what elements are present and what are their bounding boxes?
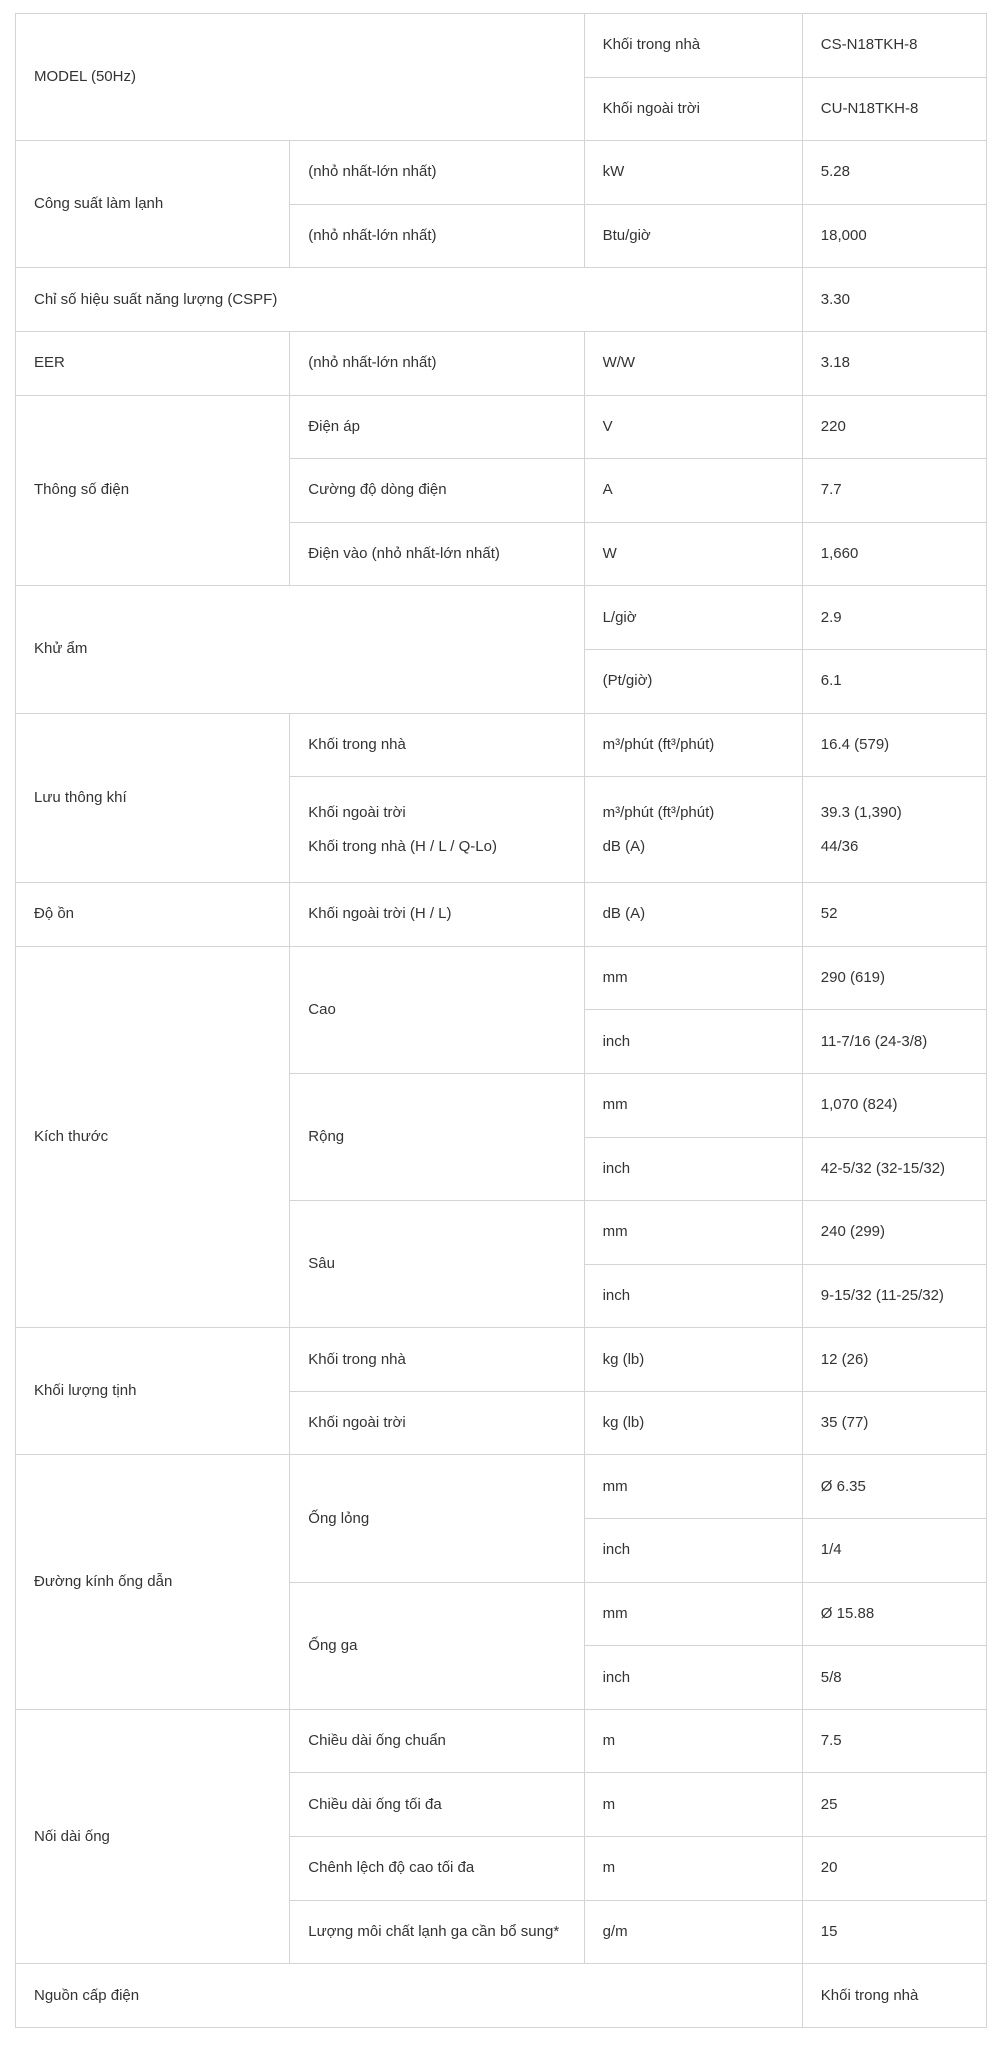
table-row [16,395,987,459]
cell-sub: Khối trong nhà [290,713,584,777]
cell-sub: Cường độ dòng điện [290,459,584,523]
row-label: Thông số điện [16,395,290,586]
cell-value: 5/8 [802,1646,986,1710]
cell-unit: mm [584,1582,802,1646]
cell-value [802,777,986,883]
cell-sub: Ống ga [290,1582,584,1709]
cell-value: 11-7/16 (24-3/8) [802,1010,986,1074]
row-label: Đường kính ống dẫn [16,1455,290,1709]
table-row [16,946,987,1010]
cell-unit: kW [584,141,802,205]
row-label: MODEL (50Hz) [16,14,585,141]
cell-unit [584,777,802,883]
cell-unit: Khối ngoài trời [584,77,802,141]
cell-value: 1,070 (824) [802,1073,986,1137]
cell-value: 25 [802,1773,986,1837]
cell-value: Ø 6.35 [802,1455,986,1519]
row-label: EER [16,331,290,395]
table-row [16,883,987,947]
cell-value: 220 [802,395,986,459]
cell-unit: m [584,1837,802,1901]
cell-sub: (nhỏ nhất-lớn nhất) [290,141,584,205]
cell-unit: V [584,395,802,459]
cell-unit: L/giờ [584,586,802,650]
airflow-outdoor-unit: m³/phút (ft³/phút) [602,803,715,821]
table-row [16,1455,987,1519]
cell-value: 7.7 [802,459,986,523]
cell-unit: mm [584,1455,802,1519]
cell-unit: m³/phút (ft³/phút) [584,713,802,777]
cell-value: 3.18 [802,331,986,395]
cell-sub: Lượng môi chất lạnh ga cần bổ sung* [290,1900,584,1964]
cell-unit: mm [584,1073,802,1137]
cell-sub [290,777,584,883]
cell-unit: (Pt/giờ) [584,649,802,713]
cell-sub: Điện áp [290,395,584,459]
cell-unit: mm [584,946,802,1010]
cell-unit: dB (A) [584,883,802,947]
cell-value: 1/4 [802,1519,986,1583]
cell-value: 290 (619) [802,946,986,1010]
table-row [16,1709,987,1773]
cell-sub: Ống lỏng [290,1455,584,1582]
cell-unit: g/m [584,1900,802,1964]
table-row [16,713,987,777]
cell-unit: W/W [584,331,802,395]
airflow-outdoor-value: 39.3 (1,390) [820,803,902,821]
spec-table [15,13,987,2028]
cell-unit: kg (lb) [584,1391,802,1455]
table-row [16,1964,987,2028]
table-row [16,331,987,395]
cell-unit: inch [584,1137,802,1201]
row-label: Công suất làm lạnh [16,141,290,268]
airflow-outdoor-label: Khối ngoài trời [308,803,406,821]
table-row [16,268,987,332]
cell-unit: A [584,459,802,523]
cell-unit: inch [584,1264,802,1328]
cell-sub: Rộng [290,1073,584,1200]
cell-sub: Chiều dài ống tối đa [290,1773,584,1837]
cell-unit: m [584,1709,802,1773]
cell-value: 7.5 [802,1709,986,1773]
row-label: Độ ồn [16,883,290,947]
cell-value: 35 (77) [802,1391,986,1455]
cell-unit: mm [584,1201,802,1265]
cell-sub: Khối ngoài trời (H / L) [290,883,584,947]
cell-value: 5.28 [802,141,986,205]
cell-value: 240 (299) [802,1201,986,1265]
cell-unit: Khối trong nhà [584,14,802,78]
cell-sub: Cao [290,946,584,1073]
noise-indoor-value: 44/36 [820,837,859,855]
cell-value: 12 (26) [802,1328,986,1392]
cell-sub: Sâu [290,1201,584,1328]
cell-value: 3.30 [802,268,986,332]
cell-unit: inch [584,1010,802,1074]
cell-value: 18,000 [802,204,986,268]
row-label: Nối dài ống [16,1709,290,1963]
cell-value: 6.1 [802,649,986,713]
cell-value: 2.9 [802,586,986,650]
table-row [16,586,987,650]
table-row [16,1328,987,1392]
cell-unit: inch [584,1646,802,1710]
row-label: Nguồn cấp điện [16,1964,803,2028]
cell-value: 9-15/32 (11-25/32) [802,1264,986,1328]
cell-value: 20 [802,1837,986,1901]
cell-value: 52 [802,883,986,947]
noise-indoor-label: Khối trong nhà (H / L / Q-Lo) [308,837,497,855]
row-label: Kích thước [16,946,290,1328]
cell-value: CS-N18TKH-8 [802,14,986,78]
cell-sub: (nhỏ nhất-lớn nhất) [290,331,584,395]
cell-unit: W [584,522,802,586]
cell-value: Ø 15.88 [802,1582,986,1646]
table-row [16,14,987,78]
cell-sub: Chiều dài ống chuẩn [290,1709,584,1773]
cell-sub: Điện vào (nhỏ nhất-lớn nhất) [290,522,584,586]
cell-sub: Khối trong nhà [290,1328,584,1392]
cell-sub: (nhỏ nhất-lớn nhất) [290,204,584,268]
cell-unit: inch [584,1519,802,1583]
row-label: Khối lượng tịnh [16,1328,290,1455]
row-label: Chỉ số hiệu suất năng lượng (CSPF) [16,268,803,332]
cell-value: Khối trong nhà [802,1964,986,2028]
noise-indoor-unit: dB (A) [602,837,646,855]
row-label: Khử ẩm [16,586,585,713]
cell-unit: kg (lb) [584,1328,802,1392]
cell-value: 16.4 (579) [802,713,986,777]
cell-value: CU-N18TKH-8 [802,77,986,141]
cell-value: 42-5/32 (32-15/32) [802,1137,986,1201]
cell-unit: Btu/giờ [584,204,802,268]
cell-sub: Khối ngoài trời [290,1391,584,1455]
table-row [16,141,987,205]
cell-value: 1,660 [802,522,986,586]
cell-sub: Chênh lệch độ cao tối đa [290,1837,584,1901]
row-label: Lưu thông khí [16,713,290,883]
cell-unit: m [584,1773,802,1837]
cell-value: 15 [802,1900,986,1964]
